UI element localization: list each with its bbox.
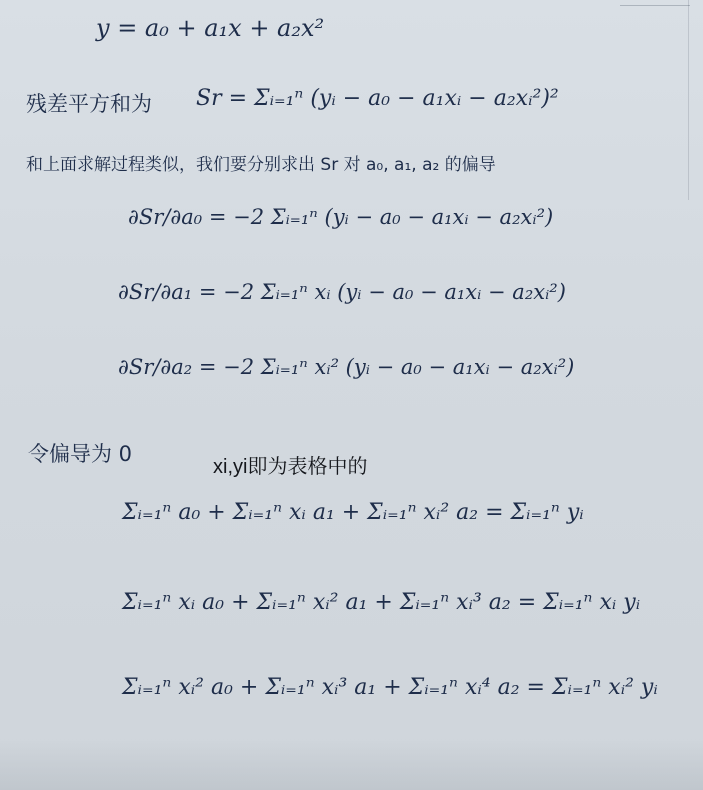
page-margin-line	[688, 0, 689, 200]
residual-label: 残差平方和为	[26, 92, 152, 116]
normal-equation-3: Σᵢ₌₁ⁿ xᵢ² a₀ + Σᵢ₌₁ⁿ xᵢ³ a₁ + Σᵢ₌₁ⁿ xᵢ⁴ a₂ = Σᵢ₌₁ⁿ xᵢ² yᵢ	[122, 675, 658, 700]
normal-equation-2: Σᵢ₌₁ⁿ xᵢ a₀ + Σᵢ₌₁ⁿ xᵢ² a₁ + Σᵢ₌₁ⁿ xᵢ³ a₂ = Σᵢ₌₁ⁿ xᵢ yᵢ	[122, 590, 641, 615]
partial-derivative-a1: ∂Sr/∂a₁ = −2 Σᵢ₌₁ⁿ xᵢ (yᵢ − a₀ − a₁xᵢ − a₂xᵢ²)	[118, 280, 566, 304]
page-shadow	[0, 740, 703, 790]
typed-note: xi,yi即为表格中的	[213, 456, 368, 478]
partial-derivative-a2: ∂Sr/∂a₂ = −2 Σᵢ₌₁ⁿ xᵢ² (yᵢ − a₀ − a₁xᵢ − a₂xᵢ²)	[118, 355, 575, 379]
residual-formula: Sr = Σᵢ₌₁ⁿ (yᵢ − a₀ − a₁xᵢ − a₂xᵢ²)²	[196, 86, 559, 111]
model-equation: y = a₀ + a₁x + a₂x²	[96, 14, 325, 42]
page-rule-mark	[620, 5, 690, 6]
partial-derivative-intro: 和上面求解过程类似，我们要分别求出 Sr 对 a₀, a₁, a₂ 的偏导	[26, 155, 496, 175]
set-zero-label: 令偏导为 0	[28, 442, 133, 466]
partial-derivative-a0: ∂Sr/∂a₀ = −2 Σᵢ₌₁ⁿ (yᵢ − a₀ − a₁xᵢ − a₂xᵢ²)	[128, 205, 554, 229]
normal-equation-1: Σᵢ₌₁ⁿ a₀ + Σᵢ₌₁ⁿ xᵢ a₁ + Σᵢ₌₁ⁿ xᵢ² a₂ = Σᵢ₌₁ⁿ yᵢ	[122, 500, 584, 525]
